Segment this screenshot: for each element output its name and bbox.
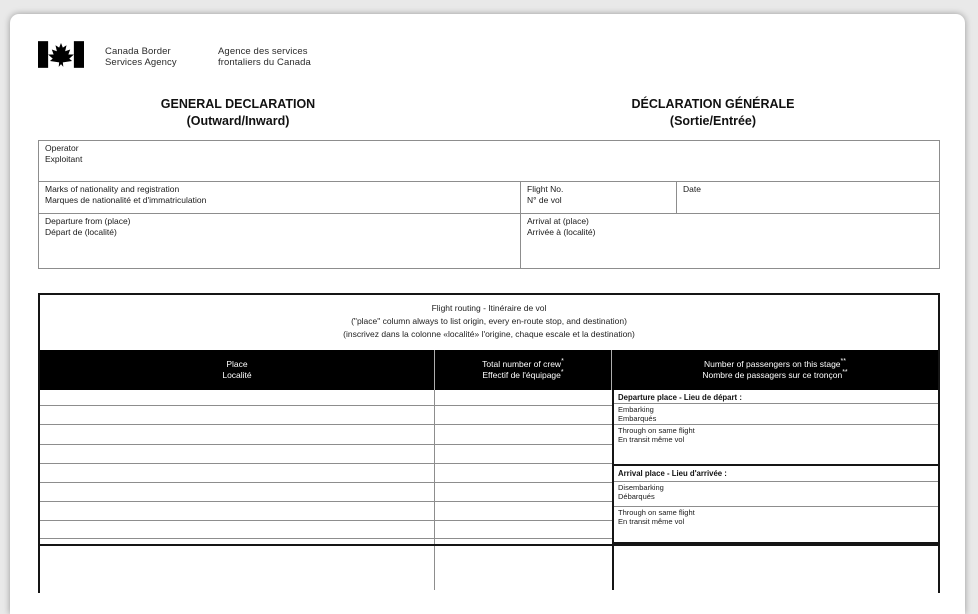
operator-field[interactable] <box>39 141 939 181</box>
col-crew-fr <box>435 370 611 381</box>
form-title-en-line1: GENERAL DECLARATION <box>160 97 316 111</box>
embarking-field[interactable] <box>614 404 938 425</box>
crew-cell[interactable] <box>435 502 612 520</box>
form-title-fr-line1: DÉCLARATION GÉNÉRALE <box>631 97 795 111</box>
place-cell[interactable] <box>40 406 435 424</box>
routing-left-grid <box>40 390 612 590</box>
departure-place-section <box>614 390 938 466</box>
agency-en-line1: Canada Border <box>105 46 171 57</box>
departure-label-en: Departure from (place) <box>45 216 131 226</box>
agency-name-french <box>218 47 311 68</box>
crew-cell[interactable] <box>435 521 612 538</box>
col-place-fr: Localité <box>222 370 252 380</box>
col-header-crew <box>435 350 612 390</box>
agency-name-english <box>105 47 177 68</box>
crew-cell[interactable] <box>435 390 612 405</box>
flight-no-field[interactable] <box>521 182 677 213</box>
through-departure-label-fr: En transit même vol <box>618 434 685 444</box>
col-crew-en <box>435 359 611 370</box>
col-crew-en-text: Total number of crew <box>482 359 562 369</box>
crew-footnote-mark: * <box>561 358 564 366</box>
place-cell[interactable] <box>40 390 435 405</box>
place-cell[interactable] <box>40 464 435 482</box>
passengers-column <box>612 390 938 590</box>
passengers-column-filler <box>614 544 938 590</box>
disembarking-field[interactable] <box>614 482 938 507</box>
routing-row <box>40 406 612 425</box>
routing-row <box>40 464 612 483</box>
arrival-place-section <box>614 466 938 544</box>
arrival-at-field[interactable] <box>521 214 939 268</box>
through-same-flight-arrival-field[interactable] <box>614 507 938 542</box>
place-cell[interactable] <box>40 483 435 501</box>
operator-row <box>39 141 939 182</box>
flight-info-table <box>38 140 940 269</box>
routing-body <box>40 390 938 590</box>
operator-label-fr: Exploitant <box>45 153 83 164</box>
marks-flight-date-row <box>39 182 939 214</box>
arrival-place-section-title: Arrival place - Lieu d'arrivée : <box>614 466 938 482</box>
place-cell[interactable] <box>40 502 435 520</box>
place-cell[interactable] <box>40 521 435 538</box>
arrival-label-en: Arrival at (place) <box>527 216 589 226</box>
departure-arrival-row <box>39 214 939 268</box>
marks-label-fr: Marques de nationalité et d'immatriculation <box>45 194 207 205</box>
through-same-flight-departure-field[interactable] <box>614 425 938 464</box>
agency-fr-line1: Agence des services <box>218 46 308 57</box>
form-title-english <box>38 96 438 130</box>
arrival-label-fr: Arrivée à (localité) <box>527 226 596 237</box>
col-header-place <box>40 350 435 390</box>
canada-flag-icon <box>38 41 84 68</box>
col-crew-fr-text: Effectif de l'équipage <box>482 370 561 380</box>
routing-row <box>40 502 612 521</box>
col-pax-fr-text: Nombre de passagers sur ce tronçon <box>702 370 843 380</box>
col-pax-fr <box>612 370 938 381</box>
marks-label-en: Marks of nationality and registration <box>45 184 180 194</box>
departure-from-field[interactable] <box>39 214 521 268</box>
through-arrival-label-en: Through on same flight <box>618 508 695 517</box>
crew-cell[interactable] <box>435 483 612 501</box>
routing-header-row <box>40 350 938 390</box>
crew-cell[interactable] <box>435 406 612 424</box>
crew-cell[interactable] <box>435 445 612 463</box>
crew-footnote-mark: * <box>560 369 564 377</box>
form-title-fr-line2: (Sortie/Entrée) <box>669 114 757 128</box>
flight-routing-table <box>38 293 940 593</box>
nationality-marks-field[interactable] <box>39 182 521 213</box>
flight-no-label-fr: N° de vol <box>527 194 562 205</box>
through-departure-label-en: Through on same flight <box>618 426 695 435</box>
through-arrival-label-fr: En transit même vol <box>618 516 685 526</box>
document-page <box>10 14 965 614</box>
embarking-label-fr: Embarqués <box>618 413 657 423</box>
departure-label-fr: Départ de (localité) <box>45 226 117 237</box>
col-header-passengers <box>612 350 938 390</box>
routing-row <box>40 483 612 502</box>
date-field[interactable] <box>677 182 939 213</box>
routing-row <box>40 425 612 445</box>
routing-caption-line3: (inscrivez dans la colonne «localité» l'origine, chaque escale et la destination) <box>343 329 635 339</box>
agency-fr-line2: frontaliers du Canada <box>218 56 311 68</box>
next-section-top-border <box>38 544 940 546</box>
form-title-french <box>518 96 908 130</box>
routing-row <box>40 390 612 406</box>
form-title-en-line2: (Outward/Inward) <box>186 114 290 128</box>
embarking-label-en: Embarking <box>618 405 654 414</box>
routing-row <box>40 445 612 464</box>
pax-footnote-mark: ** <box>840 358 846 366</box>
operator-label-en: Operator <box>45 143 79 153</box>
place-cell[interactable] <box>40 445 435 463</box>
routing-caption <box>40 295 938 350</box>
crew-cell[interactable] <box>435 464 612 482</box>
agency-en-line2: Services Agency <box>105 56 177 68</box>
col-pax-en <box>612 359 938 370</box>
routing-caption-line2: ("place" column always to list origin, every en-route stop, and destination) <box>351 316 627 326</box>
routing-caption-line1: Flight routing - Itinéraire de vol <box>431 303 547 313</box>
date-label: Date <box>683 184 701 194</box>
place-cell[interactable] <box>40 425 435 444</box>
routing-row <box>40 521 612 539</box>
col-place-en: Place <box>226 359 248 369</box>
disembarking-label-en: Disembarking <box>618 483 664 492</box>
disembarking-label-fr: Débarqués <box>618 491 655 501</box>
pax-footnote-mark: ** <box>842 369 848 377</box>
departure-place-section-title: Departure place - Lieu de départ : <box>614 390 938 404</box>
flight-no-label-en: Flight No. <box>527 184 564 194</box>
crew-cell[interactable] <box>435 425 612 444</box>
col-pax-en-text: Number of passengers on this stage <box>703 359 841 369</box>
